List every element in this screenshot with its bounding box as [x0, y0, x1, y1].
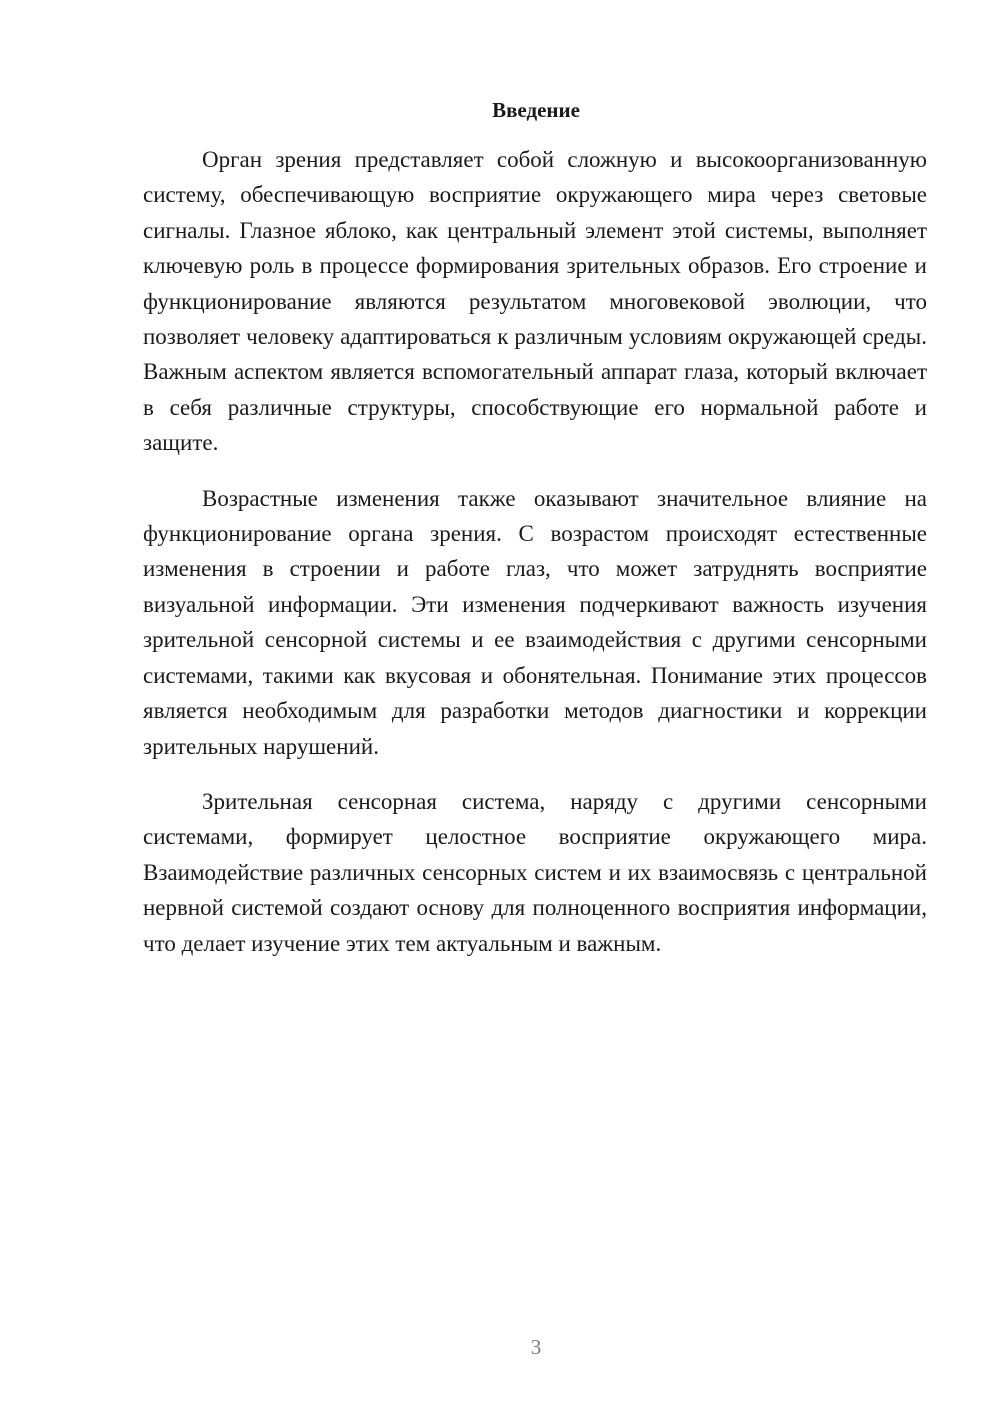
page-number: 3	[530, 1335, 542, 1359]
section-title: Введение	[492, 98, 580, 122]
paragraph-2: Возрастные изменения также оказывают значительное влияние на функционирование органа зрения. С возрастом происходят естественные изменения в строении и работе глаз, что может затруднять восприятие визуальной информации. Эти изменения подчеркивают важность изучения зрительной сенсорной системы и ее взаимодействия с другими сенсорными системами, такими как вкусовая и обонятельная. Понимание этих процессов является необходимым для разработки методов диагностики и коррекции зрительных нарушений.	[143, 485, 927, 759]
paragraph-3: Зрительная сенсорная система, наряду с другими сенсорными системами, формирует целостное восприятие окружающего мира. Взаимодействие различных сенсорных систем и их взаимосвязь с центральной нервной системой создают основу для полноценного восприятия информации, что делает изучение этих тем актуальным и важным.	[143, 788, 927, 956]
body-text	[143, 142, 927, 961]
paragraph-1: Орган зрения представляет собой сложную и высокоорганизованную систему, обеспечивающую восприятие окружающего мира через световые сигналы. Глазное яблоко, как центральный элемент этой системы, выполняет ключевую роль в процессе формирования зрительных образов. Его строение и функционирование являются результатом многовековой эволюции, что позволяет человеку адаптироваться к различным условиям окружающей среды. Важным аспектом является вспомогательный аппарат глаза, который включает в себя различные структуры, способствующие его нормальной работе и защите.	[143, 147, 927, 456]
